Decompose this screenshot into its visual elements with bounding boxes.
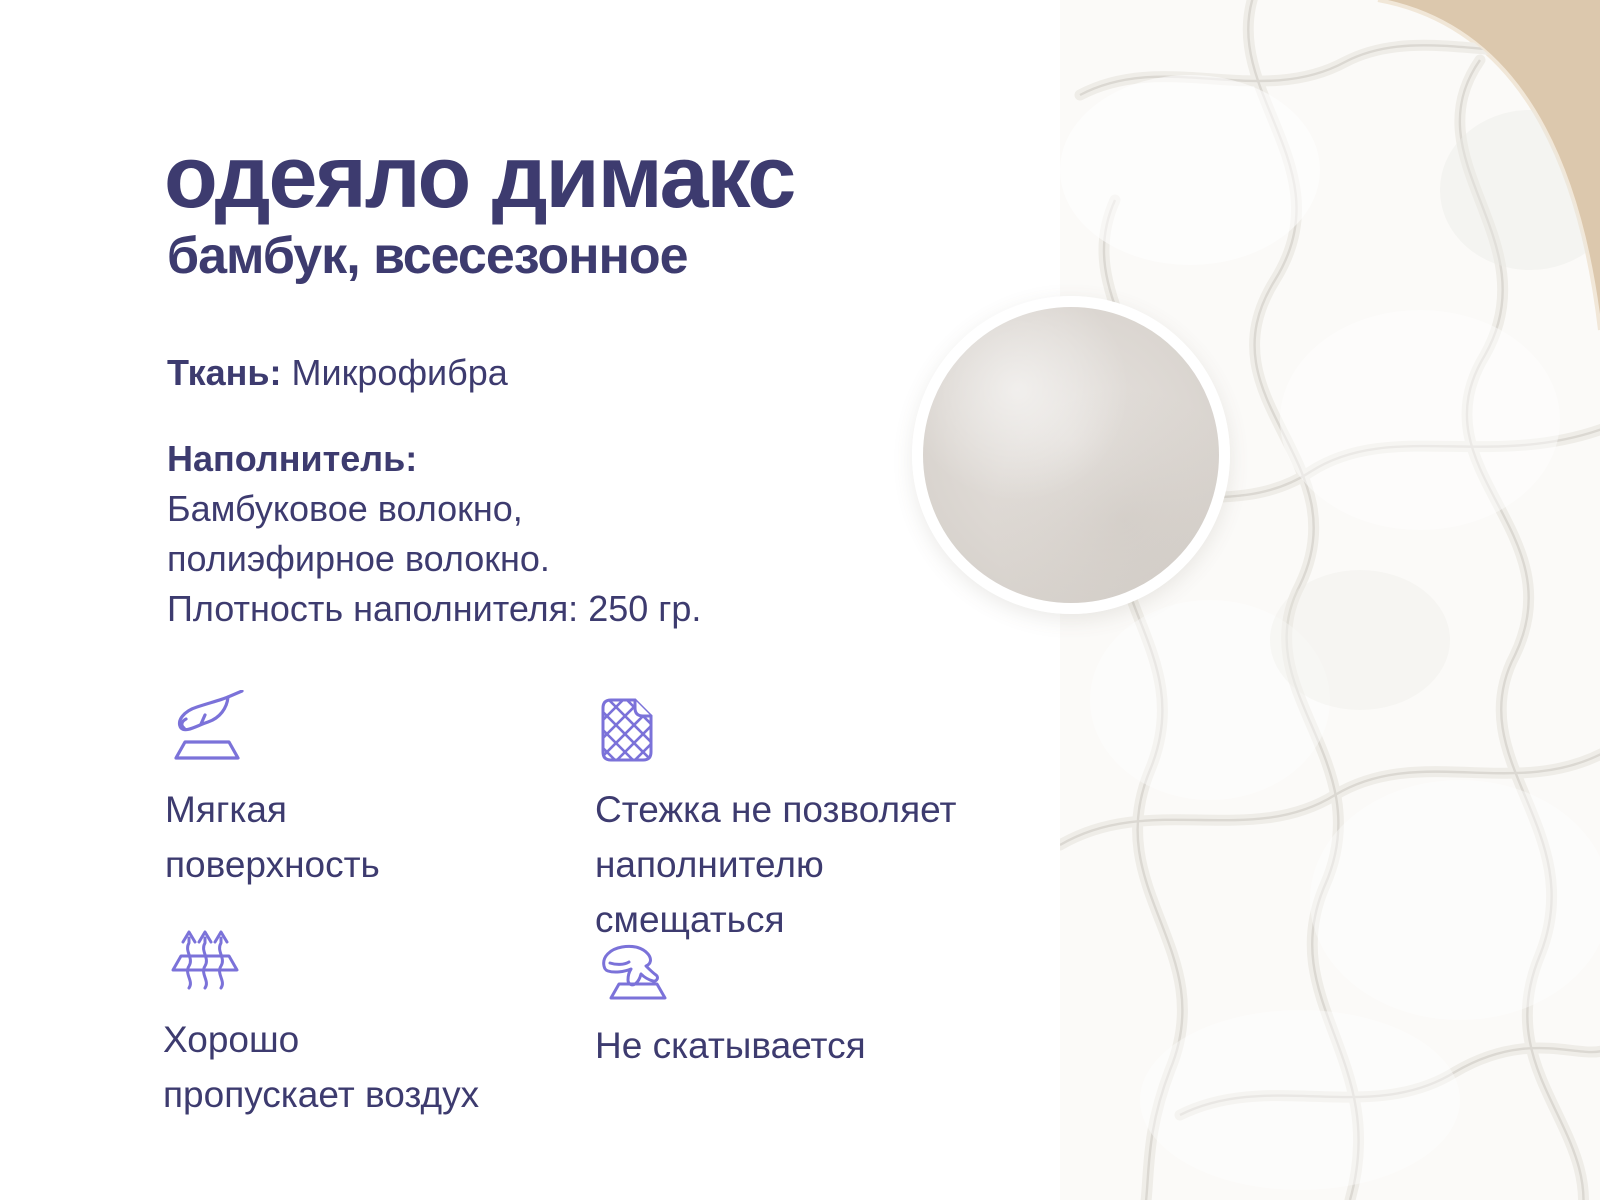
page-title: одеяло димакс bbox=[164, 127, 795, 226]
hand-press-icon bbox=[595, 932, 866, 1002]
feature-no-pilling bbox=[595, 932, 866, 1073]
filler-spec bbox=[167, 434, 701, 634]
feature-label: Стежка не позволяет наполнителю смещаться bbox=[595, 789, 957, 940]
feature-soft-surface bbox=[165, 690, 380, 892]
quilt-stitch-icon bbox=[595, 694, 956, 766]
page-subtitle: бамбук, всесезонное bbox=[167, 227, 688, 285]
filler-line: Плотность наполнителя: 250 гр. bbox=[167, 588, 702, 629]
feature-label: Хорошо пропускает воздух bbox=[163, 1019, 480, 1115]
feature-label: Не скатывается bbox=[595, 1025, 866, 1066]
blanket-photo bbox=[1060, 0, 1600, 1200]
feature-label: Мягкая поверхность bbox=[165, 789, 380, 885]
filler-line: полиэфирное волокно. bbox=[167, 538, 550, 579]
fabric-label: Ткань: bbox=[167, 352, 282, 393]
feature-breathable bbox=[163, 908, 479, 1122]
fabric-texture-inset bbox=[912, 296, 1230, 614]
filler-line: Бамбуковое волокно, bbox=[167, 488, 523, 529]
fabric-spec bbox=[167, 352, 508, 394]
fabric-value: Микрофибра bbox=[291, 352, 508, 393]
feature-stitching bbox=[595, 694, 956, 947]
blanket-photo-art bbox=[1060, 0, 1600, 1200]
filler-label: Наполнитель: bbox=[167, 438, 418, 479]
airflow-icon bbox=[163, 908, 479, 992]
feather-soft-icon bbox=[165, 690, 380, 766]
